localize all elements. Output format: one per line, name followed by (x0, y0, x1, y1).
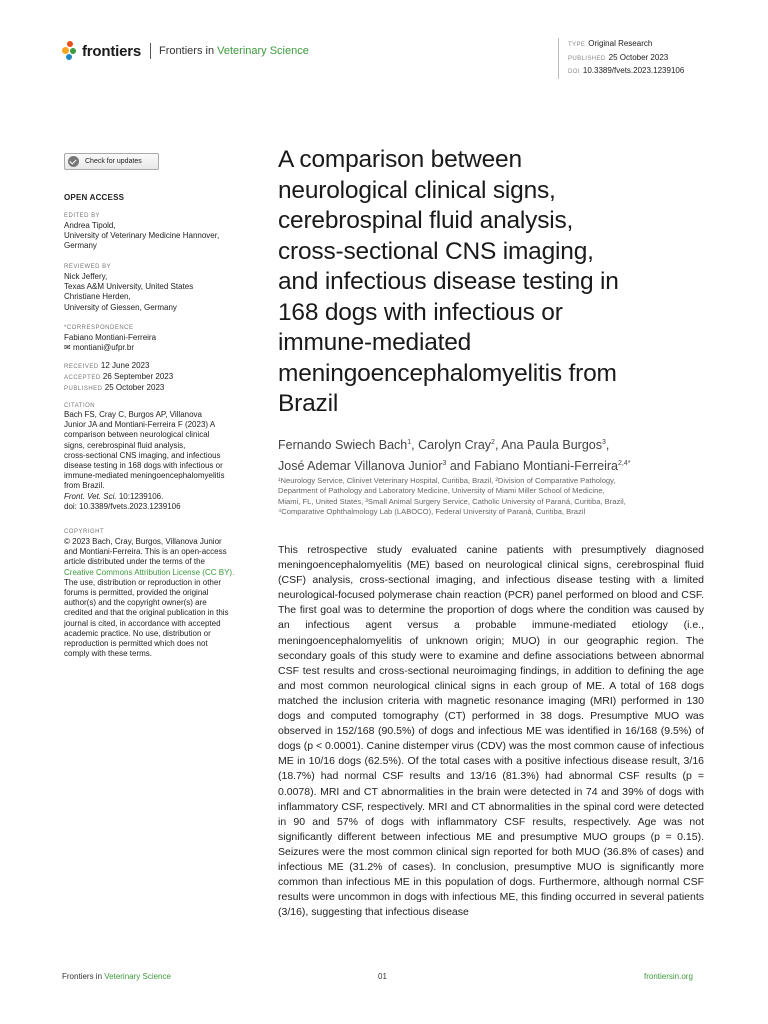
reviewed-by-heading: REVIEWED BY (64, 264, 112, 270)
journal-name[interactable]: Frontiers in Veterinary Science (159, 45, 309, 57)
edited-by: Andrea Tipold, University of Veterinary Medicine Hannover, Germany (64, 221, 220, 251)
author-name: Carolyn Cray (418, 438, 492, 453)
citation-doi[interactable]: doi: 10.3389/fvets.2023.1239106 (64, 501, 181, 511)
doi-link[interactable]: 10.3389/fvets.2023.1239106 (582, 66, 685, 75)
correspondence: Fabiano Montiani-Ferreira ✉ montiani@ufpr.br (64, 333, 264, 353)
citation-heading: CITATION (64, 403, 96, 409)
reviewed-by: Nick Jeffery, Texas A&M University, United States Christiane Herden, University of Giessen, Germany (64, 272, 194, 312)
author-name: José Ademar Villanova Junior (278, 458, 443, 473)
logo-divider (150, 43, 151, 59)
cc-license-link[interactable]: Creative Commons Attribution License (CC BY). (64, 567, 235, 577)
frontiers-logo (62, 41, 309, 61)
citation: Bach FS, Cray C, Burgos AP, Villanova Junior JA and Montiani-Ferreira F (2023) A comparison between neurological clinical signs, cerebrospinal fluid analysis, cross-sectional CNS imaging, and infectious disease testing in 168 dogs with infectious or immune-mediated meningoencephalomyelitis from Brazil. Front. Vet. Sci. 10:1239106. doi: 10.3389/fvets.2023.1239106 (64, 410, 264, 512)
article-title: A comparison between neurological clinical signs, cerebrospinal fluid analysis, cross-sectional CNS imaging, and infectious disease testing in 168 dogs with infectious or immune-mediated meningoencephalomyelitis from Brazil (278, 146, 619, 417)
page-number: 01 (378, 972, 387, 981)
check-updates-button[interactable]: Check for updates (64, 153, 159, 170)
abstract-text: This retrospective study evaluated canine patients with presumptively diagnosed meningoencephalomyelitis (ME) based on neurological clinical signs, cerebrospinal fluid (CSF) analysis, cross-sectional imaging, and infectious disease testing with a limited neurological-focused polymerase chain reaction (PCR) panel performed on blood and CSF. The first goal was to determine the proportion of dogs where the condition was caused by an infectious agent versus a probable immune-mediated etiology (i.e., meningoencephalomyelitis of unknown origin; MUO) in our geographic region. The secondary goals of this study were to examine and define associations between abnormal CSF test results and cross-sectional neuroimaging findings, in addition to defining the age and most common neurological clinical signs in each group of ME. A total of 168 dogs matched the inclusion criteria with magnetic resonance imaging (MRI) performed in 130 dogs and computed tomography (CT) performed in 38 dogs. Presumptive MUO was observed in 152/168 (90.5%) of dogs and infectious ME was identified in 16/168 (9.5%) of dogs (p < 0.0001). Canine distemper virus (CDV) was the most common cause of infectious ME in 10/16 dogs (62.5%). Of the total cases with a positive infectious disease result, 3/16 (18.7%) had normal CSF results and 13/16 (81.3%) had abnormal CSF results (p = 0.0078). MRI and CT abnormalities in the brain were detected in 74 and 39% of dogs with inflammatory CSF, respectively. MRI and CT abnormalities in the spinal cord were detected in 90 and 57% of dogs with inflammatory CSF results, respectively. Age was not significantly different between infectious ME and presumptive MUO groups (p = 0.15). Seizures were the most common clinical sign reported for both MUO (36.8% of cases) and infectious ME (31.2% of cases). In conclusion, presumptive MUO is significantly more common than infectious ME in this population of dogs. Furthermore, although normal CSF results were uncommon in dogs with infectious ME, this finding occurred in several patients (3/16), suggesting that infectious disease (278, 544, 704, 919)
author-name: Fabiano Montiani-Ferreira (474, 458, 618, 473)
footer-journal: Frontiers in Veterinary Science (62, 972, 171, 981)
correspondence-heading: *CORRESPONDENCE (64, 325, 134, 331)
checkmark-icon (68, 156, 79, 167)
frontiers-logo-icon (62, 41, 78, 61)
author-name: Fernando Swiech Bach (278, 438, 408, 453)
copyright: © 2023 Bach, Cray, Burgos, Villanova Junior and Montiani-Ferreira. This is an open-access article distributed under the terms of the Creative Commons Attribution License (CC BY). The use, distribution or reproduction in other forums is permitted, provided the original author(s) and the copyright owner(s) are credited and that the original publication in this journal is cited, in accordance with accepted academic practice. No use, distribution or reproduction is permitted which does not comply with these terms. (64, 537, 264, 659)
logo-text: frontiers (82, 42, 142, 60)
copyright-heading: COPYRIGHT (64, 529, 105, 535)
edited-by-heading: EDITED BY (64, 213, 101, 219)
email-link[interactable]: ✉ montiani@ufpr.br (64, 343, 134, 353)
published-date: 25 October 2023 (608, 52, 669, 62)
affiliations: ¹Neurology Service, Clinivet Veterinary Hospital, Curitiba, Brazil, ²Division of Comparative Pathology, Department of Pathology and Laboratory Medicine, University of Miami Miller School of Medicine, Miami, FL, United States, ³Small Animal Surgery Service, Catholic University of Paraná, Curitiba, Brazil, ⁴Comparative Ophthalmology Lab (LABOCO), Federal University of Paraná, Curitiba, Brazil (278, 476, 626, 517)
author-name: Ana Paula Burgos (501, 438, 602, 453)
article-meta: TYPE Original Research PUBLISHED 25 October 2023 DOI 10.3389/fvets.2023.1239106 (558, 38, 684, 79)
article-type: Original Research (588, 39, 653, 48)
footer-site-link[interactable]: frontiersin.org (644, 972, 693, 981)
open-access-label: OPEN ACCESS (64, 193, 125, 202)
dates: RECEIVED 12 June 2023 ACCEPTED 26 September 2023 PUBLISHED 25 October 2023 (64, 361, 174, 393)
author-list: Fernando Swiech Bach$^1$, Carolyn Cray$^2$, Ana Paula Burgos$^3$, José Ademar Villanova Junior$^3$ and Fabiano Montiani-Ferreira$^{2,4*}$ (278, 438, 631, 473)
mail-icon: ✉ (64, 343, 71, 353)
